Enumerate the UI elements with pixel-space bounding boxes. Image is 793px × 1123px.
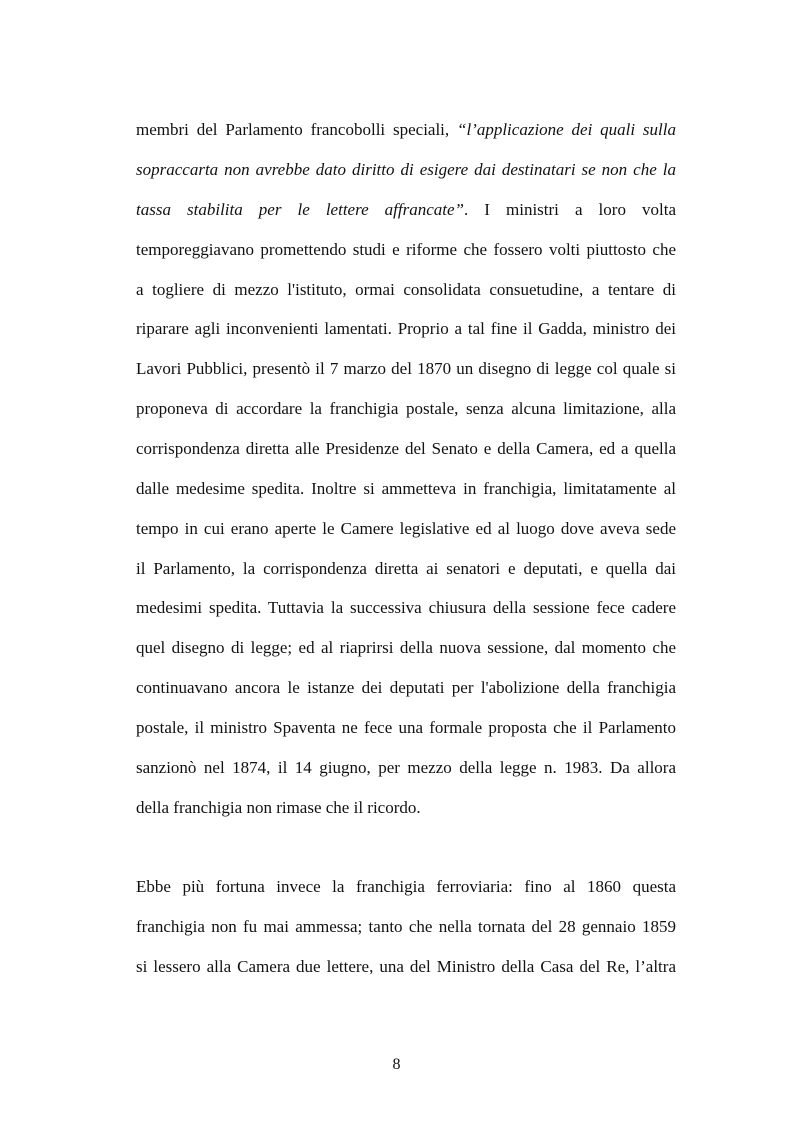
text-line-italic: sopraccarta non avrebbe dato diritto di esigere dai destinatari se non che la (136, 160, 676, 179)
text-segment: membri del Parlamento francobolli speciali, (136, 120, 457, 139)
text-line: continuavano ancora le istanze dei deputati per l'abolizione della franchigia (136, 678, 676, 697)
text-line: sanzionò nel 1874, il 14 giugno, per mezzo della legge n. 1983. Da allora (136, 758, 676, 777)
text-line: a togliere di mezzo l'istituto, ormai consolidata consuetudine, a tentare di (136, 280, 676, 299)
text-line: franchigia non fu mai ammessa; tanto che nella tornata del 28 gennaio 1859 (136, 917, 676, 936)
page-number: 8 (392, 1056, 401, 1073)
text-line: proponeva di accordare la franchigia postale, senza alcuna limitazione, alla (136, 399, 676, 418)
text-line: temporeggiavano promettendo studi e riforme che fossero volti piuttosto che (136, 240, 676, 259)
text-line: dalle medesime spedita. Inoltre si ammetteva in franchigia, limitatamente al (136, 479, 676, 498)
italic-quote: “l’applicazione dei quali sulla (457, 120, 676, 139)
italic-quote: tassa stabilita per le lettere affrancate” (136, 200, 464, 219)
text-line: corrispondenza diretta alle Presidenze del Senato e della Camera, ed a quella (136, 439, 676, 458)
text-line: riparare agli inconvenienti lamentati. Proprio a tal fine il Gadda, ministro dei (136, 319, 676, 338)
text-line: quel disegno di legge; ed al riaprirsi della nuova sessione, dal momento che (136, 638, 676, 657)
text-line: Lavori Pubblici, presentò il 7 marzo del 1870 un disegno di legge col quale si (136, 359, 676, 378)
text-line: Ebbe più fortuna invece la franchigia ferroviaria: fino al 1860 questa (136, 877, 676, 896)
text-segment: . I ministri a loro volta (464, 200, 676, 219)
text-line: tempo in cui erano aperte le Camere legislative ed al luogo dove aveva sede (136, 519, 676, 538)
text-line (136, 118, 676, 142)
text-line: si lessero alla Camera due lettere, una del Ministro della Casa del Re, l’altra (136, 957, 676, 976)
text-line: postale, il ministro Spaventa ne fece una formale proposta che il Parlamento (136, 718, 676, 737)
text-line: della franchigia non rimase che il ricordo. (136, 798, 421, 817)
text-line: il Parlamento, la corrispondenza diretta ai senatori e deputati, e quella dai (136, 559, 676, 578)
text-line: medesimi spedita. Tuttavia la successiva chiusura della sessione fece cadere (136, 598, 676, 617)
text-line (136, 198, 676, 222)
